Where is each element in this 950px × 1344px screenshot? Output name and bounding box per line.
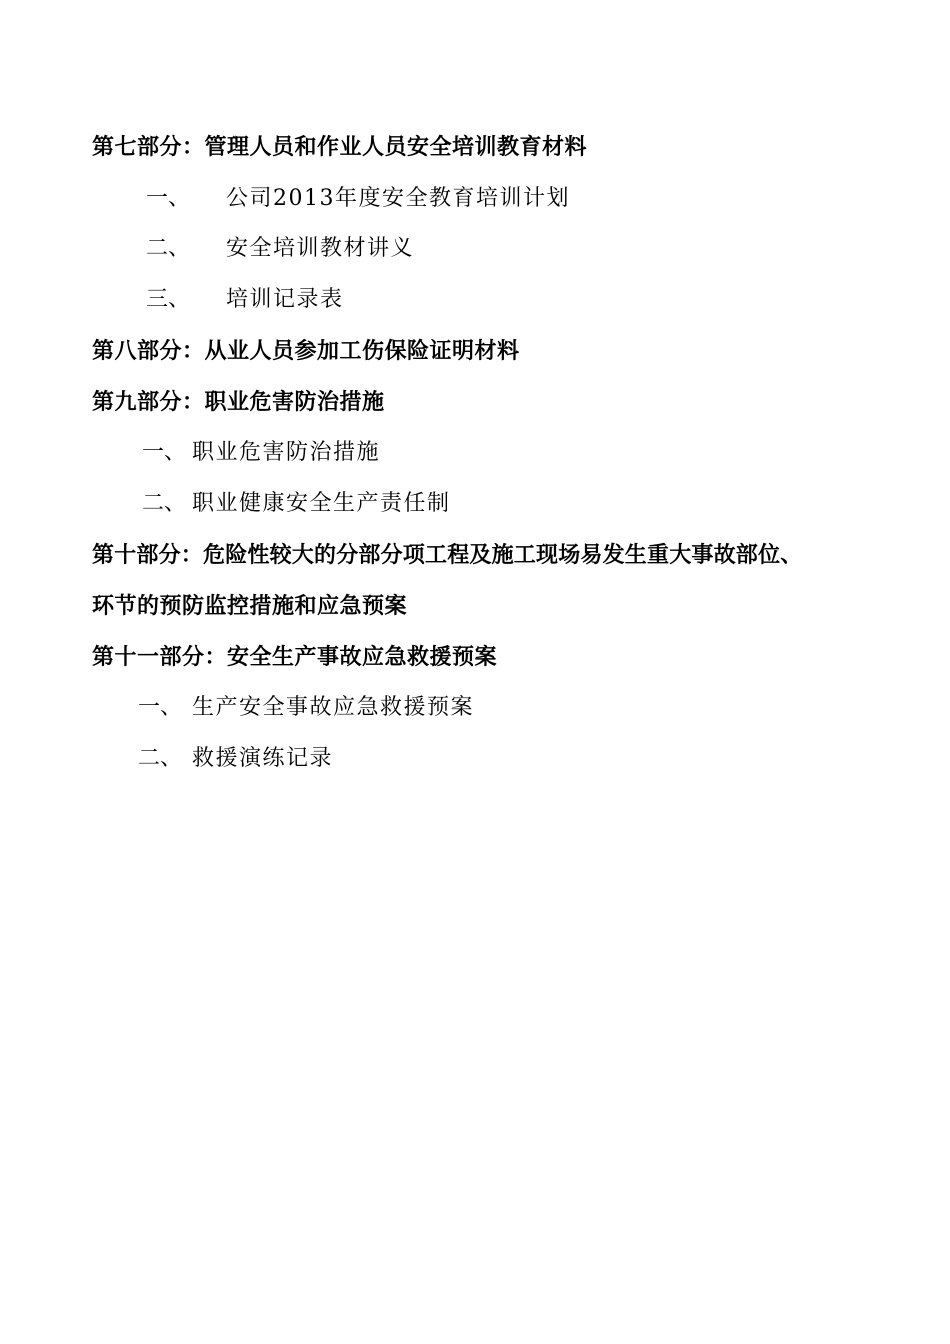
section-heading-part10-line2: 环节的预防监控措施和应急预案 bbox=[92, 593, 408, 619]
item-text: 救援演练记录 bbox=[192, 746, 334, 771]
list-item bbox=[142, 438, 380, 468]
list-item bbox=[146, 234, 414, 264]
item-number: 二、 bbox=[146, 236, 191, 261]
item-text: 公司2013年度安全教育培训计划 bbox=[226, 186, 570, 211]
list-item bbox=[138, 693, 474, 723]
section-heading-part9: 第九部分：职业危害防治措施 bbox=[92, 389, 385, 415]
list-item bbox=[142, 489, 451, 519]
item-number: 二、 bbox=[138, 746, 183, 771]
item-number: 三、 bbox=[146, 287, 191, 312]
list-item bbox=[138, 744, 333, 774]
item-number: 一、 bbox=[146, 186, 191, 211]
section-heading-part8: 第八部分：从业人员参加工伤保险证明材料 bbox=[92, 338, 520, 364]
item-text: 生产安全事故应急救援预案 bbox=[192, 695, 475, 720]
item-number: 一、 bbox=[138, 695, 183, 720]
section-heading-part11: 第十一部分：安全生产事故应急救援预案 bbox=[92, 644, 498, 670]
list-item bbox=[146, 184, 570, 214]
section-heading-part10-line1: 第十部分：危险性较大的分部分项工程及施工现场易发生重大事故部位、 bbox=[92, 542, 803, 568]
item-number: 二、 bbox=[142, 491, 187, 516]
item-text: 职业危害防治措施 bbox=[192, 440, 381, 465]
item-number: 一、 bbox=[142, 440, 187, 465]
list-item bbox=[146, 285, 344, 315]
item-text: 职业健康安全生产责任制 bbox=[192, 491, 451, 516]
item-text: 培训记录表 bbox=[226, 287, 344, 312]
section-heading-part7: 第七部分：管理人员和作业人员安全培训教育材料 bbox=[92, 134, 588, 160]
item-text: 安全培训教材讲义 bbox=[226, 236, 415, 261]
